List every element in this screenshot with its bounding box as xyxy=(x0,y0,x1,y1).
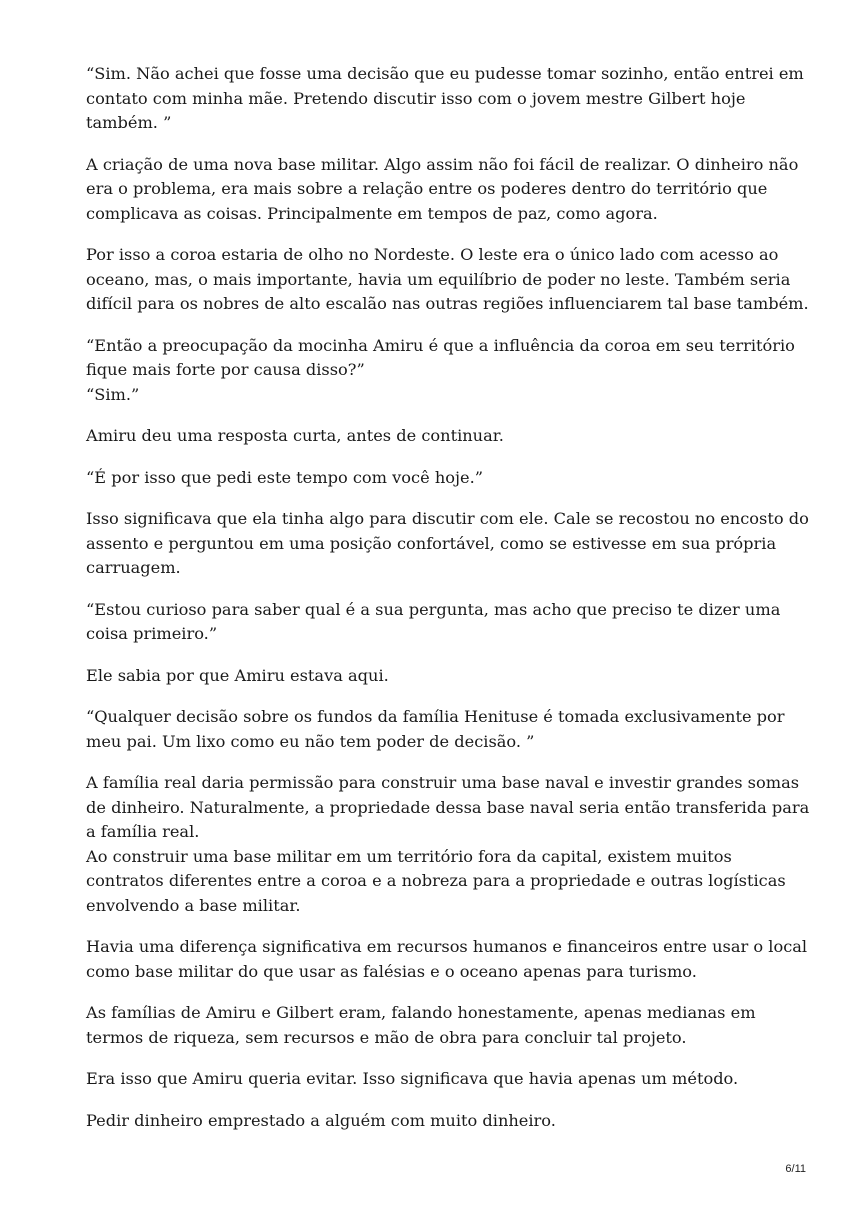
text-line: a família real. xyxy=(86,822,200,841)
text-line: Amiru deu uma resposta curta, antes de continuar. xyxy=(86,426,504,445)
paragraph xyxy=(86,771,810,918)
paragraph xyxy=(86,1109,786,1134)
text-line: Isso significava que ela tinha algo para discutir com ele. Cale se recostou no encosto do xyxy=(86,509,809,528)
paragraph xyxy=(86,935,808,984)
paragraph xyxy=(86,598,786,647)
text-line: “Sim. Não achei que fosse uma decisão que eu pudesse tomar sozinho, então entrei em xyxy=(86,64,804,83)
text-line: fique mais forte por causa disso?” xyxy=(86,360,365,379)
text-line: A criação de uma nova base militar. Algo assim não foi fácil de realizar. O dinheiro não xyxy=(86,154,799,174)
text-line: Havia uma diferença significativa em recursos humanos e financeiros entre usar o local xyxy=(86,937,808,956)
text-line: complicava as coisas. Principalmente em tempos de paz, como agora. xyxy=(86,203,658,223)
paragraph xyxy=(86,153,799,227)
text-line: era o problema, era mais sobre a relação entre os poderes dentro do território que xyxy=(86,179,768,198)
text-line: Por isso a coroa estaria de olho no Nordeste. O leste era o único lado com acesso ao xyxy=(86,245,779,264)
paragraph xyxy=(86,705,786,754)
text-line: também. ” xyxy=(86,113,172,132)
text-line: Pedir dinheiro emprestado a alguém com muito dinheiro. xyxy=(86,1110,556,1130)
paragraph xyxy=(86,507,809,581)
paragraph xyxy=(86,664,786,689)
text-line: Era isso que Amiru queria evitar. Isso significava que havia apenas um método. xyxy=(86,1069,739,1088)
text-line: difícil para os nobres de alto escalão nas outras regiões influenciarem tal base também. xyxy=(86,294,809,313)
text-line: carruagem. xyxy=(86,558,181,577)
text-line: “É por isso que pedi este tempo com você hoje.” xyxy=(86,467,484,487)
page-number: 6/11 xyxy=(785,1163,806,1175)
paragraph xyxy=(86,334,795,408)
text-line: contratos diferentes entre a coroa e a nobreza para a propriedade e outras logísticas xyxy=(86,871,786,890)
paragraph xyxy=(86,1001,786,1050)
text-line: As famílias de Amiru e Gilbert eram, falando honestamente, apenas medianas em xyxy=(86,1003,756,1022)
paragraph xyxy=(86,243,809,317)
text-line: coisa primeiro.” xyxy=(86,624,218,643)
paragraph xyxy=(86,62,804,136)
text-line: “Sim.” xyxy=(86,384,140,404)
text-line: oceano, mas, o mais importante, havia um equilíbrio de poder no leste. Também seria xyxy=(86,269,791,289)
text-line: “Qualquer decisão sobre os fundos da família Henituse é tomada exclusivamente por xyxy=(86,707,785,726)
text-line: Ele sabia por que Amiru estava aqui. xyxy=(86,665,389,685)
text-line: envolvendo a base militar. xyxy=(86,895,301,915)
paragraph xyxy=(86,1067,786,1092)
text-line: meu pai. Um lixo como eu não tem poder de decisão. ” xyxy=(86,731,535,751)
paragraph xyxy=(86,424,786,449)
document-body xyxy=(86,62,810,1150)
text-line: “Estou curioso para saber qual é a sua pergunta, mas acho que preciso te dizer uma xyxy=(86,599,781,619)
text-line: termos de riqueza, sem recursos e mão de obra para concluir tal projeto. xyxy=(86,1027,687,1047)
text-line: “Então a preocupação da mocinha Amiru é que a influência da coroa em seu território xyxy=(86,335,795,355)
paragraph xyxy=(86,466,786,491)
text-line: de dinheiro. Naturalmente, a propriedade dessa base naval seria então transferida para xyxy=(86,797,810,817)
text-line: como base militar do que usar as falésias e o oceano apenas para turismo. xyxy=(86,961,697,981)
text-line: Ao construir uma base militar em um território fora da capital, existem muitos xyxy=(86,846,732,866)
text-line: assento e perguntou em uma posição confortável, como se estivesse em sua própria xyxy=(86,533,777,553)
text-line: A família real daria permissão para construir uma base naval e investir grandes somas xyxy=(86,773,800,792)
text-line: contato com minha mãe. Pretendo discutir isso com o jovem mestre Gilbert hoje xyxy=(86,88,746,108)
